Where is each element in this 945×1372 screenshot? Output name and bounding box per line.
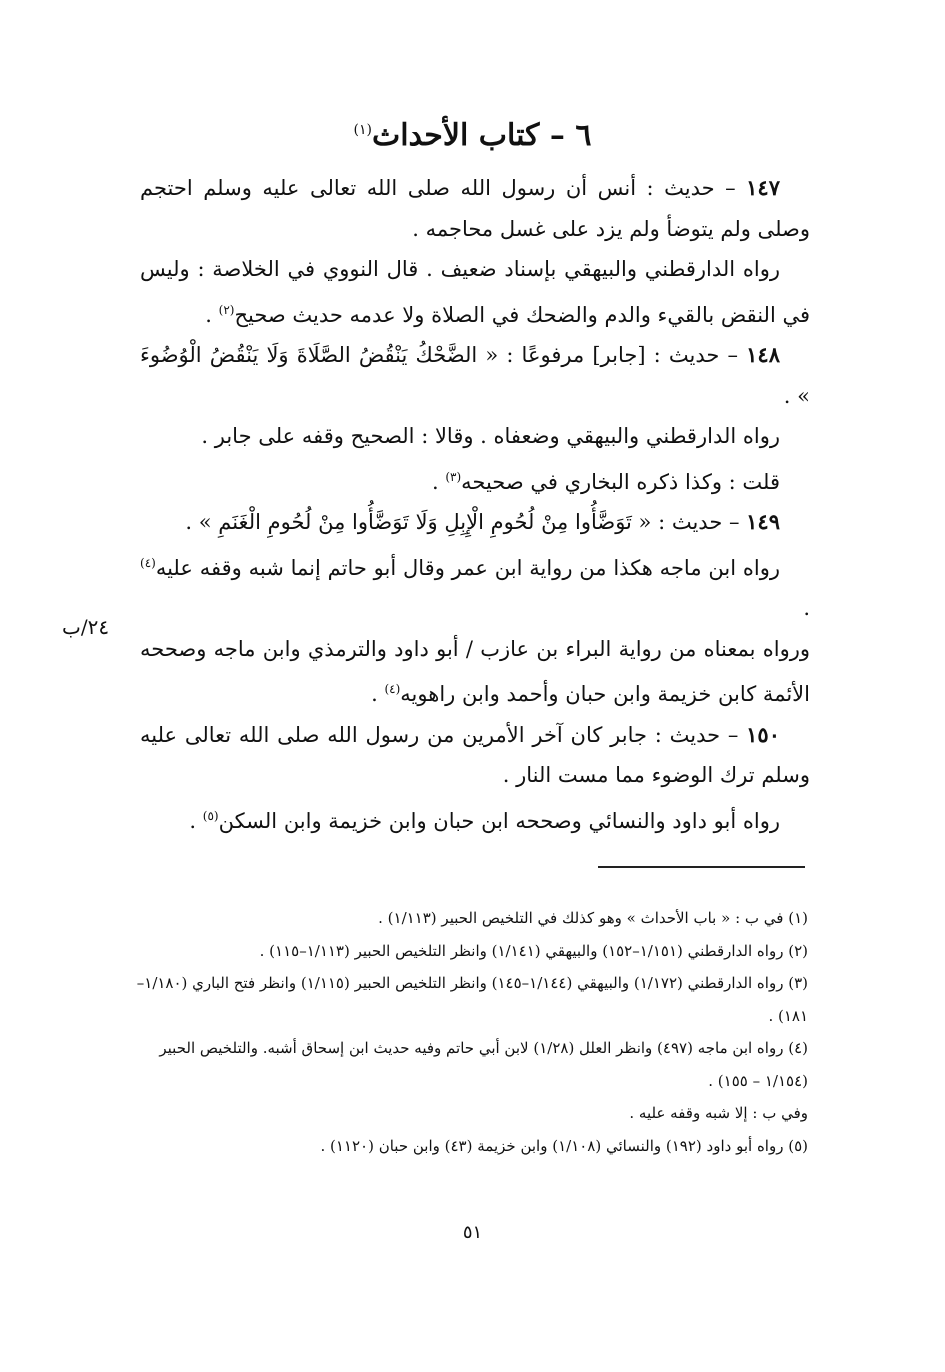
footnote-1: (١) في ب : « باب الأحداث » وهو كذلك في التلخيص الحبير (١/١١٣) .: [378, 909, 808, 927]
narration-147: رواه الدارقطني والبيهقي بإسناد ضعيف . قال النووي في الخلاصة : وليس في النقض بالقيء والدم والضحك في الصلاة ولا عدمه حديث صحيح$^{(٢)}$ .: [140, 257, 810, 327]
narration-149-b: ورواه بمعناه من رواية البراء بن عازب / أبو داود والترمذي وابن ماجه وصححه الأئمة كابن خزيمة وابن حبان وأحمد وابن راهويه$^{(٤)}$ .: [140, 636, 810, 706]
footnote-ref: (٤): [140, 555, 156, 570]
footnote-ref: (٣): [445, 469, 462, 484]
hadith-text: – حديث : « تَوَضَّأُوا مِنْ لُحُومِ الْإِبِلِ وَلَا تَوَضَّأُوا مِنْ لُحُومِ الْغَنَمِ » .: [185, 510, 747, 534]
hadith-number: ١٤٧: [746, 175, 780, 200]
manuscript-folio-note: ٢٤/ب: [62, 615, 110, 639]
footnote-ref: (٥): [202, 808, 219, 823]
footnotes: [130, 902, 808, 1162]
footnote-4-variant: وفي ب : إلا شبه وقفه عليه .: [629, 1104, 808, 1122]
narration-148: رواه الدارقطني والبيهقي وضعفاه . وقالا : الصحيح وقفه على جابر .: [201, 424, 780, 448]
chapter-title: كتاب الأحداث: [371, 118, 540, 153]
hadith-number: ١٤٩: [746, 509, 780, 534]
page-number: ٥١: [462, 1222, 483, 1243]
hadith-147: [140, 168, 810, 249]
hadith-number: ١٥٠: [746, 721, 780, 747]
comment-148: قلت : وكذا ذكره البخاري في صحيحه$^{(٣)}$ .: [431, 469, 780, 494]
chapter-heading: [0, 108, 945, 158]
narration-149: رواه ابن ماجه هكذا من رواية ابن عمر وقال أبو حاتم إنما شبه وقفه عليه$^{(٤)}$ .: [140, 555, 810, 620]
chapter-footnote-ref: (١): [353, 122, 372, 138]
footnote-4: (٤) رواه ابن ماجه (٤٩٧) وانظر العلل (١/٢٨) لابن أبي حاتم وفيه حديث ابن إسحاق أشبه. والتلخيص الحبير (١/١٥٤ – ١٥٥) .: [159, 1039, 808, 1090]
hadith-text: – حديث : [جابر] مرفوعًا : « الضَّحْكُ يَنْقُضُ الصَّلَاةَ وَلَا يَنْقُضُ الْوُضُوءَ » .: [140, 343, 810, 408]
narration-150: رواه أبو داود والنسائي وصححه ابن حبان وابن خزيمة وابن السكن$^{(٥)}$ .: [189, 808, 780, 833]
chapter-number: ٦: [575, 118, 592, 153]
hadith-text: – حديث : أنس أن رسول الله صلى الله تعالى عليه وسلم احتجم وصلى ولم يتوضأ ولم يزد على غسل محاجمه .: [140, 176, 810, 241]
footnote-ref: (٤): [384, 682, 401, 696]
footnote-2: (٢) رواه الدارقطني (١/١٥١–١٥٢) والبيهقي (١/١٤١) وانظر التلخيص الحبير (١/١١٣–١١٥) .: [259, 941, 808, 960]
main-text: [140, 168, 810, 841]
footnote-divider: [598, 866, 805, 868]
footnote-3: (٣) رواه الدارقطني (١/١٧٢) والبيهقي (١/١٤٤–١٤٥) وانظر التلخيص الحبير (١/١١٥) وانظر فتح الباري (١/١٨٠–١٨١) .: [136, 974, 808, 1025]
hadith-text: – حديث : جابر كان آخر الأمرين من رسول الله صلى الله تعالى عليه وسلم ترك الوضوء مما مست النار .: [140, 722, 810, 787]
hadith-150: [140, 715, 810, 796]
hadith-number: ١٤٨: [746, 342, 780, 367]
hadith-148: [140, 335, 810, 416]
hadith-149: [140, 502, 810, 543]
chapter-dash: –: [549, 118, 565, 153]
footnote-ref: (٢): [218, 302, 235, 317]
footnote-5: (٥) رواه أبو داود (١٩٢) والنسائي (١/١٠٨) وابن خزيمة (٤٣) وابن حبان (١١٢٠) .: [320, 1136, 808, 1155]
